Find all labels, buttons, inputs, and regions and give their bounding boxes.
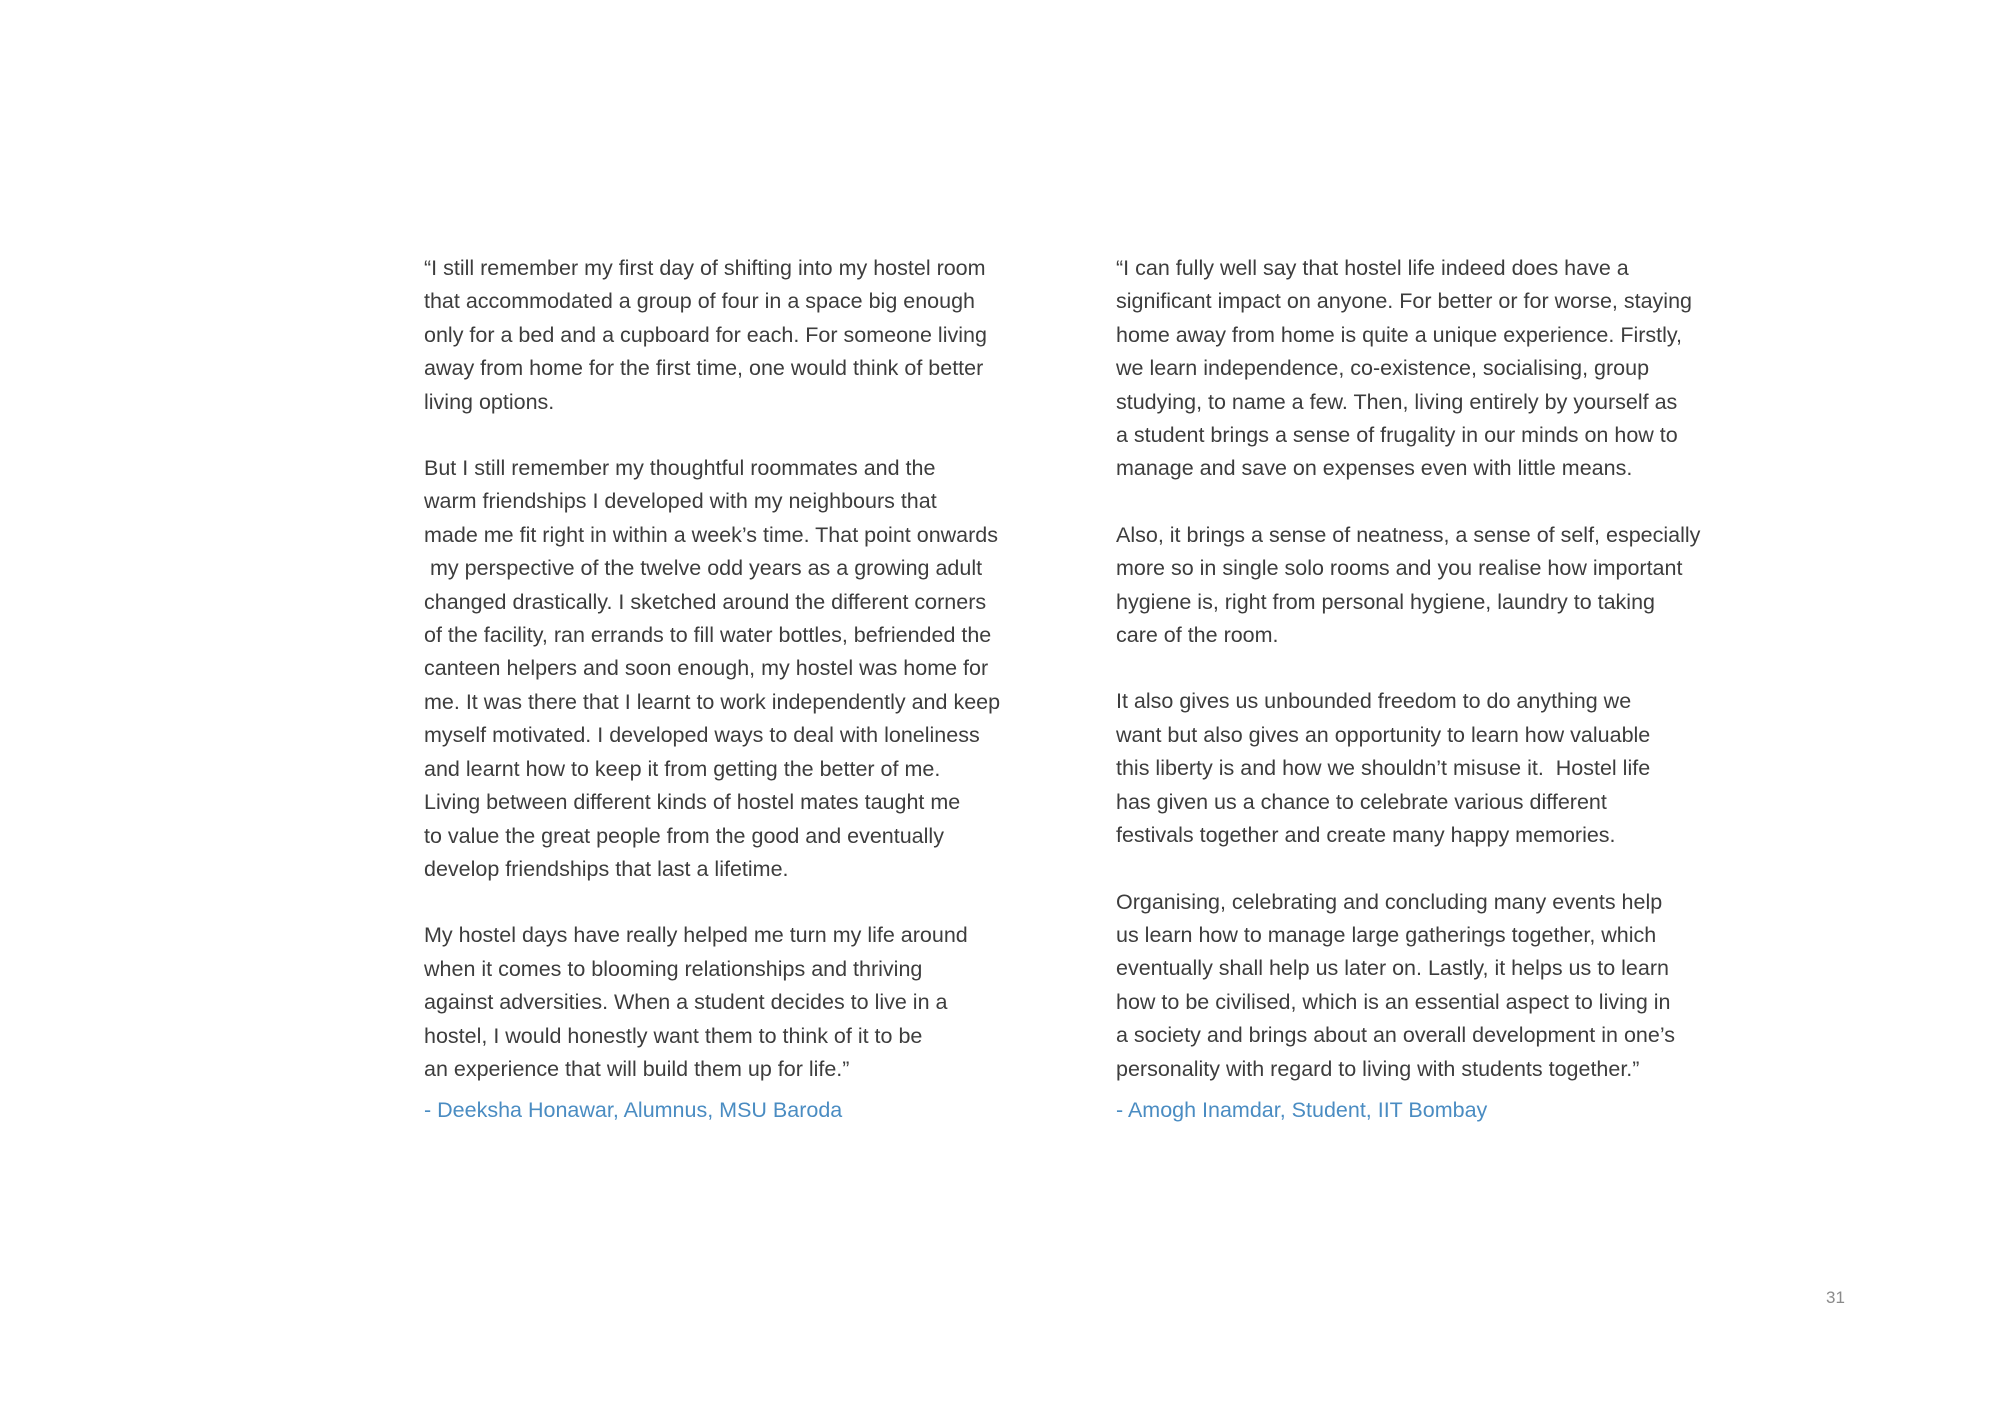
- text-line: and learnt how to keep it from getting the better of me.: [424, 756, 941, 781]
- text-line: care of the room.: [1116, 623, 1279, 648]
- text-line: “I still remember my first day of shifting into my hostel room: [424, 256, 986, 280]
- text-line: “I can fully well say that hostel life indeed does have a: [1116, 256, 1629, 280]
- text-line: myself motivated. I developed ways to deal with loneliness: [424, 723, 980, 748]
- text-line: Also, it brings a sense of neatness, a sense of self, especially: [1116, 522, 1701, 547]
- text-line: against adversities. When a student decides to live in a: [424, 990, 948, 1015]
- text-line: significant impact on anyone. For better or for worse, staying: [1116, 289, 1692, 314]
- text-line: to value the great people from the good and eventually: [424, 823, 944, 848]
- text-line: that accommodated a group of four in a space big enough: [424, 289, 976, 314]
- text-line: personality with regard to living with students together.”: [1116, 1056, 1640, 1081]
- text-line: only for a bed and a cupboard for each. For someone living: [424, 322, 987, 347]
- text-line: manage and save on expenses even with little means.: [1116, 456, 1633, 481]
- testimonial-attribution: - Deeksha Honawar, Alumnus, MSU Baroda: [424, 1098, 843, 1123]
- text-line: an experience that will build them up for life.”: [424, 1056, 850, 1081]
- text-line: But I still remember my thoughtful roommates and the: [424, 456, 936, 481]
- testimonial-paragraph: [424, 919, 1074, 1086]
- text-line: home away from home is quite a unique experience. Firstly,: [1116, 322, 1683, 347]
- text-line: develop friendships that last a lifetime.: [424, 856, 789, 881]
- text-line: more so in single solo rooms and you realise how important: [1116, 556, 1683, 581]
- testimonial-paragraph: [1116, 886, 1766, 1086]
- text-line: has given us a chance to celebrate various different: [1116, 789, 1607, 814]
- text-line: want but also gives an opportunity to learn how valuable: [1116, 722, 1651, 747]
- text-line: eventually shall help us later on. Lastly, it helps us to learn: [1116, 956, 1669, 981]
- text-line: a society and brings about an overall development in one’s: [1116, 1023, 1675, 1048]
- text-line: my perspective of the twelve odd years as a growing adult: [424, 556, 983, 581]
- text-line: studying, to name a few. Then, living entirely by yourself as: [1116, 389, 1678, 414]
- text-line: how to be civilised, which is an essential aspect to living in: [1116, 989, 1671, 1014]
- text-line: me. It was there that I learnt to work independently and keep: [424, 689, 1001, 714]
- text-line: changed drastically. I sketched around the different corners: [424, 589, 987, 614]
- text-line: Organising, celebrating and concluding many events help: [1116, 889, 1663, 914]
- text-line: we learn independence, co-existence, socialising, group: [1116, 356, 1650, 381]
- left-testimonial: [424, 252, 1074, 1125]
- testimonial-paragraph: [1116, 252, 1766, 486]
- right-testimonial: [1116, 252, 1766, 1125]
- text-line: canteen helpers and soon enough, my hostel was home for: [424, 656, 989, 681]
- text-line: warm friendships I developed with my neighbours that: [424, 489, 937, 514]
- text-line: living options.: [424, 389, 555, 414]
- text-line: of the facility, ran errands to fill water bottles, befriended the: [424, 623, 992, 648]
- text-line: a student brings a sense of frugality in our minds on how to: [1116, 423, 1678, 448]
- text-line: festivals together and create many happy memories.: [1116, 823, 1616, 848]
- text-line: My hostel days have really helped me turn my life around: [424, 923, 968, 948]
- testimonial-attribution: - Amogh Inamdar, Student, IIT Bombay: [1116, 1097, 1488, 1122]
- testimonial-paragraph: [1116, 685, 1766, 852]
- text-line: It also gives us unbounded freedom to do anything we: [1116, 689, 1632, 714]
- text-line: us learn how to manage large gatherings together, which: [1116, 922, 1657, 947]
- text-line: hostel, I would honestly want them to think of it to be: [424, 1023, 923, 1048]
- text-line: when it comes to blooming relationships and thriving: [424, 956, 923, 981]
- text-line: away from home for the first time, one would think of better: [424, 356, 984, 381]
- text-line: made me fit right in within a week’s time. That point onwards: [424, 522, 999, 547]
- testimonial-paragraph: [1116, 519, 1766, 653]
- testimonial-paragraph: [424, 452, 1074, 886]
- page-number: 31: [1826, 1288, 1845, 1307]
- text-line: hygiene is, right from personal hygiene, laundry to taking: [1116, 589, 1656, 614]
- text-line: this liberty is and how we shouldn’t misuse it. Hostel life: [1116, 756, 1651, 781]
- testimonial-paragraph: [424, 252, 1074, 419]
- text-line: Living between different kinds of hostel mates taught me: [424, 790, 961, 815]
